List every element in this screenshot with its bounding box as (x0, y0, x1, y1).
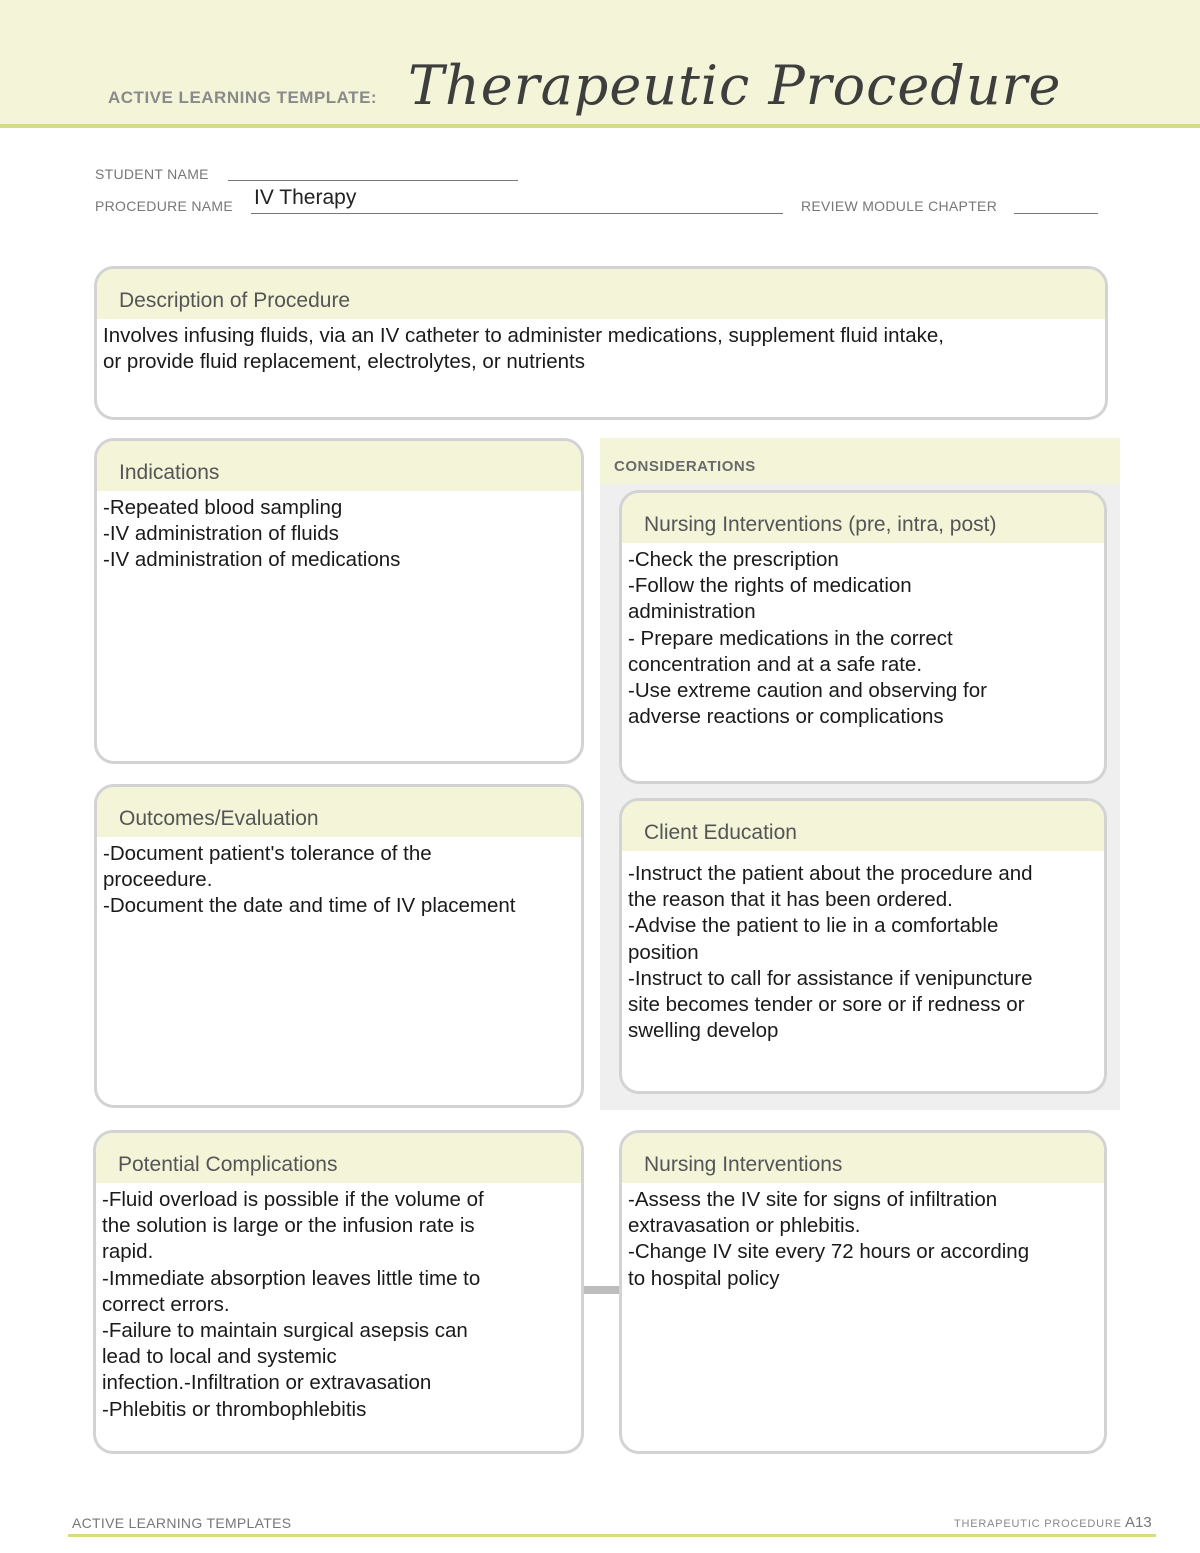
review-module-label: REVIEW MODULE CHAPTER (801, 198, 998, 214)
complications-heading: Potential Complications (96, 1133, 581, 1183)
outcomes-heading: Outcomes/Evaluation (97, 787, 581, 837)
indications-card (94, 438, 584, 764)
outcomes-card (94, 784, 584, 1108)
description-card (94, 266, 1108, 420)
complications-card (93, 1130, 584, 1454)
outcomes-body[interactable]: -Document patient's tolerance of the proceedure. -Document the date and time of IV placement (103, 842, 516, 918)
footer-left-label: ACTIVE LEARNING TEMPLATES (72, 1515, 292, 1531)
nursing-interventions-body[interactable]: -Assess the IV site for signs of infiltration extravasation or phlebitis. -Change IV site every 72 hours or according to hospital policy (628, 1188, 1030, 1290)
description-heading: Description of Procedure (97, 269, 1105, 319)
procedure-name-label: PROCEDURE NAME (95, 198, 233, 214)
footer-right-label: THERAPEUTIC PROCEDURE (954, 1518, 1122, 1530)
review-module-field[interactable] (1014, 213, 1098, 214)
nursing-interventions-pre-card (619, 490, 1107, 784)
procedure-name-field[interactable] (251, 213, 783, 214)
indications-body[interactable]: -Repeated blood sampling -IV administration of fluids -IV administration of medications (103, 496, 401, 572)
card-connector (583, 1286, 621, 1294)
client-education-heading: Client Education (622, 801, 1104, 851)
description-body[interactable]: Involves infusing fluids, via an IV catheter to administer medications, supplement fluid intake, or provide fluid replacement, electrolytes, or nutrients (103, 324, 944, 374)
client-education-body[interactable]: -Instruct the patient about the procedure and the reason that it has been ordered. -Advise the patient to lie in a comfortable position -Instruct to call for assistance if venipuncture site becomes tender or sore or if redness or swelling develop (628, 862, 1033, 1043)
student-name-label: STUDENT NAME (95, 166, 209, 182)
nursing-interventions-pre-body[interactable]: -Check the prescription -Follow the rights of medication administration - Prepare medications in the correct concentration and at a safe rate. -Use extreme caution and observing for adverse reactions or complications (628, 548, 987, 729)
header-rule (0, 124, 1200, 128)
client-education-card (619, 798, 1107, 1094)
indications-heading: Indications (97, 441, 581, 491)
considerations-label: CONSIDERATIONS (614, 458, 756, 475)
footer-rule (68, 1534, 1156, 1537)
student-name-field[interactable] (228, 180, 518, 181)
nursing-interventions-pre-heading: Nursing Interventions (pre, intra, post) (622, 493, 1104, 543)
complications-body[interactable]: -Fluid overload is possible if the volume of the solution is large or the infusion rate is rapid. -Immediate absorption leaves little time to correct errors. -Failure to maintain surgical asepsis can lead to local and systemic infection.-Infiltration or extravasation -Phlebitis or thrombophlebitis (102, 1188, 484, 1421)
page-number: A13 (1125, 1514, 1152, 1531)
nursing-interventions-card (619, 1130, 1107, 1454)
template-label: ACTIVE LEARNING TEMPLATE: (108, 88, 378, 107)
page-title: Therapeutic Procedure (408, 54, 1062, 117)
nursing-interventions-heading: Nursing Interventions (622, 1133, 1104, 1183)
procedure-name-value: IV Therapy (254, 186, 357, 209)
